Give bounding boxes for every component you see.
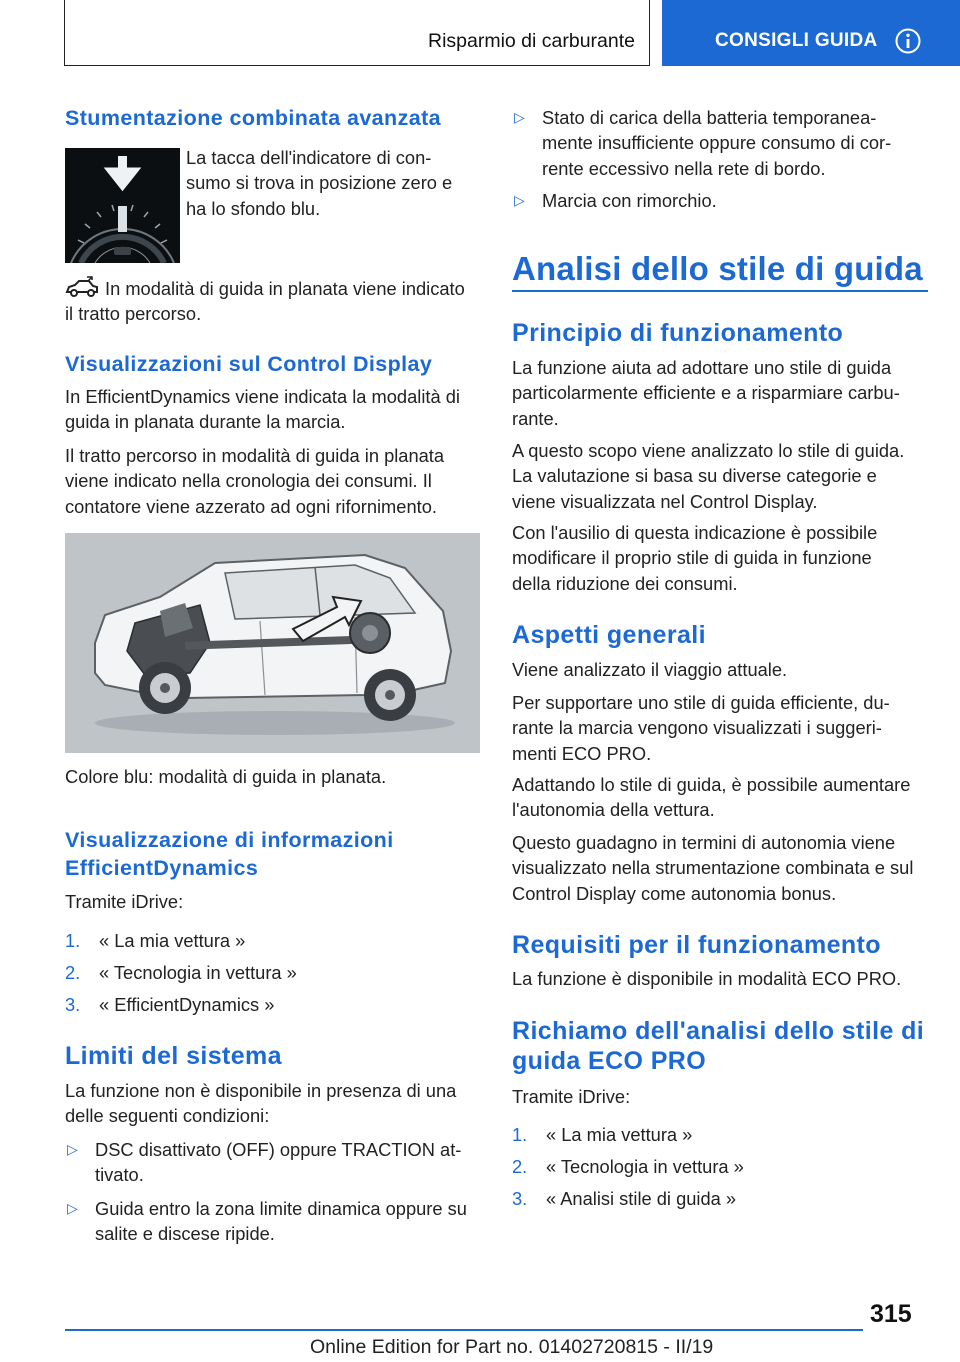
triangle-bullet-icon: ▷ — [514, 109, 525, 125]
info-icon — [895, 28, 921, 54]
paragraph-control-1: In EfficientDynamics viene indicata la modalità di guida in planata durante la marcia. — [65, 386, 460, 433]
paragraph-control-2: Il tratto percorso in modalità di guida in planata viene indicato nella cronologia dei consumi. Il contatore viene azzerato ad ogni rifornimento. — [65, 445, 445, 517]
header-chapter-tab[interactable] — [662, 0, 960, 66]
heading-info-efficientdynamics: Visualizzazione di informazioni EfficientDynamics — [65, 828, 394, 880]
list-item: 3. « EfficientDynamics » — [65, 994, 275, 1015]
bullet-item: ▷ Marcia con rimorchio. — [512, 188, 928, 213]
paragraph-aspetti-3: Adattando lo stile di guida, è possibile aumentare l'autonomia della vettura. — [512, 774, 911, 821]
heading-analisi: Analisi dello stile di guida — [512, 250, 923, 287]
heading-richiamo: Richiamo dell'analisi dello stile di guida ECO PRO — [512, 1017, 925, 1075]
image-caption: Colore blu: modalità di guida in planata. — [65, 766, 387, 787]
header-section-box — [64, 0, 650, 66]
paragraph-aspetti-1: Viene analizzato il viaggio attuale. — [512, 659, 788, 680]
page-number: 315 — [870, 1300, 912, 1328]
footer-edition: Online Edition for Part no. 01402720815 - II/19 — [310, 1336, 714, 1358]
footer-rule — [65, 1329, 863, 1331]
triangle-bullet-icon: ▷ — [67, 1200, 78, 1216]
list-item: 1. « La mia vettura » — [65, 930, 246, 951]
vehicle-illustration — [65, 533, 480, 753]
heading-aspetti: Aspetti generali — [512, 621, 706, 649]
header-chapter-label: CONSIGLI GUIDA — [715, 30, 878, 51]
heading-stumentazione: Stumentazione combinata avanzata — [65, 106, 442, 130]
bullet-item: ▷ Guida entro la zona limite dinamica oppure su salite e discese ripide. — [67, 1198, 467, 1245]
list-item: 2. « Tecnologia in vettura » — [65, 962, 297, 983]
bullet-item: ▷ DSC disattivato (OFF) oppure TRACTION at- tivato. — [67, 1139, 462, 1186]
paragraph-aspetti-4: Questo guadagno in termini di autonomia viene visualizzato nella strumentazione combinata e sul Control Display come autonomia bonus. — [512, 832, 914, 904]
list-item: 2. « Tecnologia in vettura » — [512, 1156, 744, 1177]
bullet-item: ▷ Stato di carica della batteria temporanea- mente insufficiente oppure consumo di cor- rente eccessivo nella rete di bordo. — [514, 107, 892, 179]
heading-limiti: Limiti del sistema — [65, 1042, 282, 1070]
paragraph-principio-1: La funzione aiuta ad adottare uno stile di guida particolarmente efficiente e a risparmiare carbu- rante. — [512, 357, 900, 429]
heading-rule — [512, 290, 928, 292]
paragraph-requisiti: La funzione è disponibile in modalità ECO PRO. — [512, 968, 902, 989]
paragraph-limiti: La funzione non è disponibile in presenza di una delle seguenti condizioni: — [65, 1080, 457, 1127]
tramite-idrive-right: Tramite iDrive: — [512, 1086, 631, 1107]
tramite-idrive-left: Tramite iDrive: — [65, 891, 184, 912]
instrument-cluster-image — [65, 148, 180, 263]
list-item: 1. « La mia vettura » — [512, 1124, 693, 1145]
paragraph-planata: In modalità di guida in planata viene indicato il tratto percorso. — [65, 278, 465, 325]
header-section-title: Risparmio di carburante — [427, 30, 635, 52]
paragraph-aspetti-2: Per supportare uno stile di guida efficiente, du- rante la marcia vengono visualizzati i suggeri- menti ECO PRO. — [512, 692, 890, 764]
triangle-bullet-icon: ▷ — [514, 192, 525, 208]
paragraph-principio-3: Con l'ausilio di questa indicazione è possibile modificare il proprio stile di guida in funzione della riduzione dei consumi. — [512, 522, 878, 594]
paragraph-principio-2: A questo scopo viene analizzato lo stile di guida. La valutazione si basa su diverse categorie e viene visualizzata nel Control Display. — [512, 440, 905, 512]
list-item: 3. « Analisi stile di guida » — [512, 1188, 737, 1209]
heading-control-display: Visualizzazioni sul Control Display — [65, 352, 433, 376]
heading-requisiti: Requisiti per il funzionamento — [512, 931, 881, 959]
triangle-bullet-icon: ▷ — [67, 1141, 78, 1157]
heading-principio: Principio di funzionamento — [512, 319, 844, 347]
paragraph-tacca: La tacca dell'indicatore di con- sumo si trova in posizione zero e ha lo sfondo blu. — [186, 147, 453, 219]
